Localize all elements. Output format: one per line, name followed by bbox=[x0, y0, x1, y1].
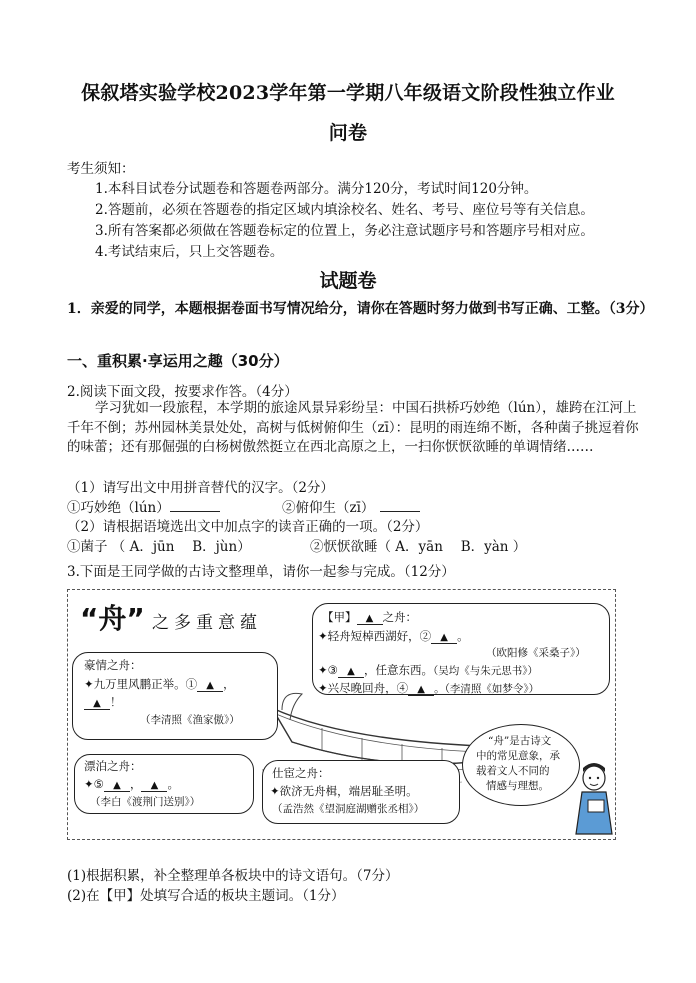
bubble-shihuan-line: ✦欲济无舟楫，端居耻圣明。 bbox=[270, 784, 418, 798]
question-3-sub1: (1)根据积累，补全整理单各板块中的诗文语句。（7分） bbox=[67, 868, 399, 884]
question-2-passage: 学习犹如一段旅程，本学期的旅途风景异彩纷呈：中国石拱桥巧妙绝（lún），雄跨在江河上千年不倒；苏州园林美景处处，高树与低树俯仰生（zī）：昆明的雨连绵不断，各种菌子挑逗着你的味蕾；还有那倔强的白杨树傲然挺立在西北高原之上，一扫你恹恹欲睡的单调情绪…… bbox=[67, 400, 639, 455]
note-line: 中的常见意象，承 bbox=[476, 750, 560, 762]
bubble-jia-line: ✦轻舟短棹西湖好，② ▲ 。 bbox=[318, 629, 469, 643]
card-title-sub: 之多重意蕴 bbox=[152, 613, 262, 633]
bubble-jia-heading: 【甲】 ▲ 之舟： bbox=[322, 610, 417, 624]
notice-item: 2.答题前，必须在答题卷的指定区域内填涂校名、姓名、考号、座位号等有关信息。 bbox=[95, 202, 594, 218]
note-line: 载着文人不同的 bbox=[476, 765, 550, 777]
question-2-sub2: （2）请根据语境选出文中加点字的读音正确的一项。（2分） bbox=[67, 519, 429, 535]
answer-blank[interactable]: ▲ bbox=[338, 666, 364, 678]
answer-blank[interactable]: ▲ bbox=[431, 632, 457, 644]
source-text: （孟浩然《望洞庭湖赠张丞相》） bbox=[272, 803, 425, 815]
bubble-piaobo-line: ✦⑤ ▲ ， ▲ 。 bbox=[84, 777, 179, 791]
notice-item: 4.考试结束后，只上交答题卷。 bbox=[95, 244, 284, 260]
question-2-sub1-item-b: ②俯仰生（zī） bbox=[282, 496, 420, 516]
note-line: 情感与理想。 bbox=[486, 780, 549, 792]
notice-item: 3.所有答案都必须做在答题卷标定的位置上，务必注意试题序号和答题序号相对应。 bbox=[95, 223, 594, 239]
answer-blank[interactable]: ▲ bbox=[408, 684, 434, 696]
answer-blank[interactable] bbox=[170, 499, 220, 512]
bubble-haoqing-heading: 豪情之舟： bbox=[84, 658, 142, 672]
bubble-haoqing-line: ✦九万里风鹏正举。① ▲ ， bbox=[84, 677, 235, 691]
part-heading: 一、重积累·享运用之趣（30分） bbox=[67, 352, 289, 370]
answer-blank[interactable]: ▲ bbox=[104, 780, 130, 792]
note-line: “舟”是古诗文 bbox=[488, 735, 552, 747]
scholar-illustration bbox=[570, 760, 618, 836]
question-2-stem: 2.阅读下面文段，按要求作答。（4分） bbox=[67, 384, 298, 400]
answer-blank[interactable]: ▲ bbox=[357, 613, 383, 625]
bubble-jia-line: ✦③ ▲ ，任意东西。（吴均《与朱元思书》） bbox=[318, 663, 538, 677]
answer-blank[interactable]: ▲ bbox=[141, 780, 167, 792]
notice-heading: 考生须知： bbox=[67, 161, 135, 177]
bubble-jia-line: ✦兴尽晚回舟，④ ▲ 。（李清照《如梦令》） bbox=[318, 681, 540, 695]
question-3-stem: 3.下面是王同学做的古诗文整理单，请你一起参与完成。（12分） bbox=[67, 564, 455, 580]
page-subtitle: 问卷 bbox=[328, 122, 368, 144]
bubble-piaobo-heading: 漂泊之舟： bbox=[84, 759, 142, 773]
question-3-sub2: (2)在【甲】处填写合适的板块主题词。（1分） bbox=[67, 888, 345, 904]
section-title: 试题卷 bbox=[319, 270, 377, 292]
question-2-sub1: （1）请写出文中用拼音替代的汉字。（2分） bbox=[67, 480, 334, 496]
question-2-sub1-item-a: ①巧妙绝（lún） bbox=[67, 496, 220, 516]
source-text: （欧阳修《采桑子》） bbox=[486, 647, 586, 659]
source-text: （李白《渡荆门送别》） bbox=[90, 796, 201, 808]
card-title-main: “舟” bbox=[80, 602, 145, 635]
page-title: 保叙塔实验学校2023学年第一学期八年级语文阶段性独立作业 bbox=[81, 82, 615, 104]
answer-blank[interactable]: ▲ bbox=[197, 680, 223, 692]
bubble-haoqing-line: ▲ ！ bbox=[84, 694, 122, 710]
answer-blank[interactable] bbox=[380, 499, 420, 512]
notice-item: 1.本科目试卷分试题卷和答题卷两部分。满分120分，考试时间120分钟。 bbox=[95, 181, 538, 197]
answer-blank[interactable]: ▲ bbox=[84, 698, 110, 710]
question-1: 1．亲爱的同学，本题根据卷面书写情况给分，请你在答题时努力做到书写正确、工整。（3分） bbox=[67, 301, 654, 317]
bubble-shihuan-heading: 仕宦之舟： bbox=[272, 766, 330, 780]
question-2-sub2-item-a: ①菌子 （ A．jūn B．jùn） bbox=[67, 539, 251, 555]
source-text: （李清照《渔家傲》） bbox=[140, 714, 240, 726]
question-2-sub2-item-b: ②恹恹欲睡（ A．yān B．yàn ） bbox=[310, 539, 527, 555]
